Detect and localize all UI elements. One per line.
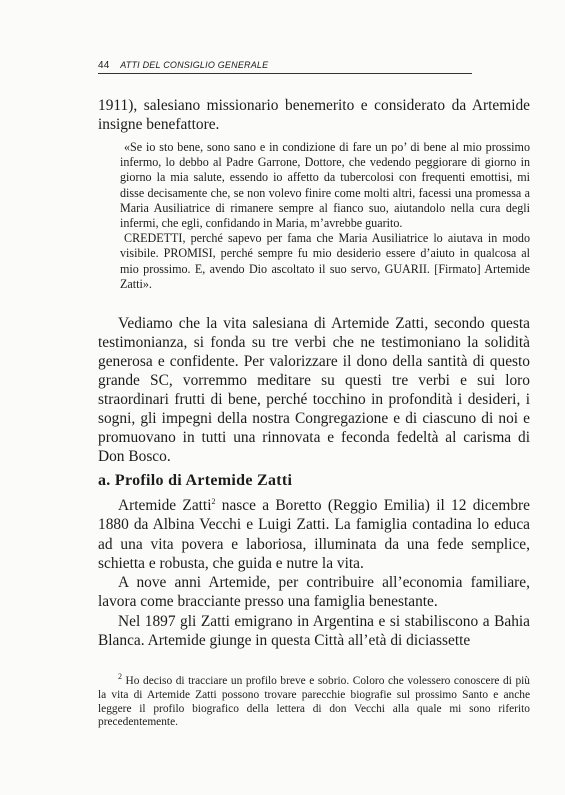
running-title: ATTI DEL CONSIGLIO GENERALE bbox=[120, 60, 269, 70]
intro-paragraph: 1911), salesiano missionario benemerito e considerato da Artemide insigne benefattore. bbox=[98, 97, 530, 133]
section-heading: a. Profilo di Artemide Zatti bbox=[98, 472, 293, 489]
quote-paragraph: CREDETTI, perché sapevo per fama che Maria Ausiliatrice lo aiutava in modo visibile. PROMISI, perché sempre fu mio desiderio essere d’aiuto in qualcosa al mio prossimo. E, avendo Dio ascoltato il suo servo, GUARII. [Firmato] Artemide Zatti». bbox=[120, 231, 530, 291]
profile-paragraph bbox=[98, 496, 530, 573]
running-header bbox=[98, 60, 472, 74]
page-number: 44 bbox=[98, 60, 110, 71]
profile-paragraph-start: Artemide Zatti bbox=[118, 497, 212, 514]
profile-section bbox=[98, 496, 530, 650]
profile-paragraph: Nel 1897 gli Zatti emigrano in Argentina e si stabiliscono a Bahia Blanca. Artemide giunge in questa Città all’età di diciassette bbox=[98, 612, 530, 650]
profile-paragraph: A nove anni Artemide, per contribuire all’economia familiare, lavora come bracciante presso una famiglia benestante. bbox=[98, 574, 530, 611]
footnote bbox=[98, 672, 530, 730]
footnote-reference[interactable]: 2 bbox=[211, 496, 216, 506]
footnote-paragraph bbox=[98, 672, 530, 730]
block-quote bbox=[120, 140, 530, 292]
footnote-text: Ho deciso di tracciare un profilo breve e sobrio. Coloro che volessero conoscere di più la vita di Artemide Zatti possono trovare parecchie biografie sul prossimo Santo e anche leggere il profilo biografico della lettera di don Vecchi alla quale mi sono riferito precedentemente. bbox=[98, 675, 530, 729]
profile-paragraph-rest: nasce a Boretto (Reggio Emilia) il 12 dicembre 1880 da Albina Vecchi e Luigi Zatti. La famiglia contadina lo educa ad una vita povera e laboriosa, illuminata da una fede semplice, schietta e robusta, che guida e nutre la vita. bbox=[98, 497, 530, 572]
quote-paragraph: «Se io sto bene, sono sano e in condizione di fare un po’ di bene al mio prossimo infermo, lo debbo al Padre Garrone, Dottore, che vedendo peggiorare di giorno in giorno la mia salute, essendo io affetto da tubercolosi con frequenti emottisi, mi disse decisamente che, se non volevo finire come molti altri, facessi una promessa a Maria Ausiliatrice di rimanere sempre al fianco suo, aiutandolo nella cura degli infermi, che egli, confidando in Maria, m’avrebbe guarito. bbox=[120, 140, 530, 231]
body-paragraph: Vediamo che la vita salesiana di Artemide Zatti, secondo questa testimonianza, si fonda su tre verbi che ne testimoniano la solidità generosa e confidente. Per valorizzare il dono della santità di questo grande SC, vorremmo meditare su questi tre verbi e sui loro straordinari frutti di bene, perché tocchino in profondità i desideri, i sogni, gli impegni della nostra Congregazione e di ciascuno di noi e promuovano in tutti una rinnovata e feconda fedeltà al carisma di Don Bosco. bbox=[98, 315, 530, 465]
footnote-marker: 2 bbox=[118, 672, 122, 682]
